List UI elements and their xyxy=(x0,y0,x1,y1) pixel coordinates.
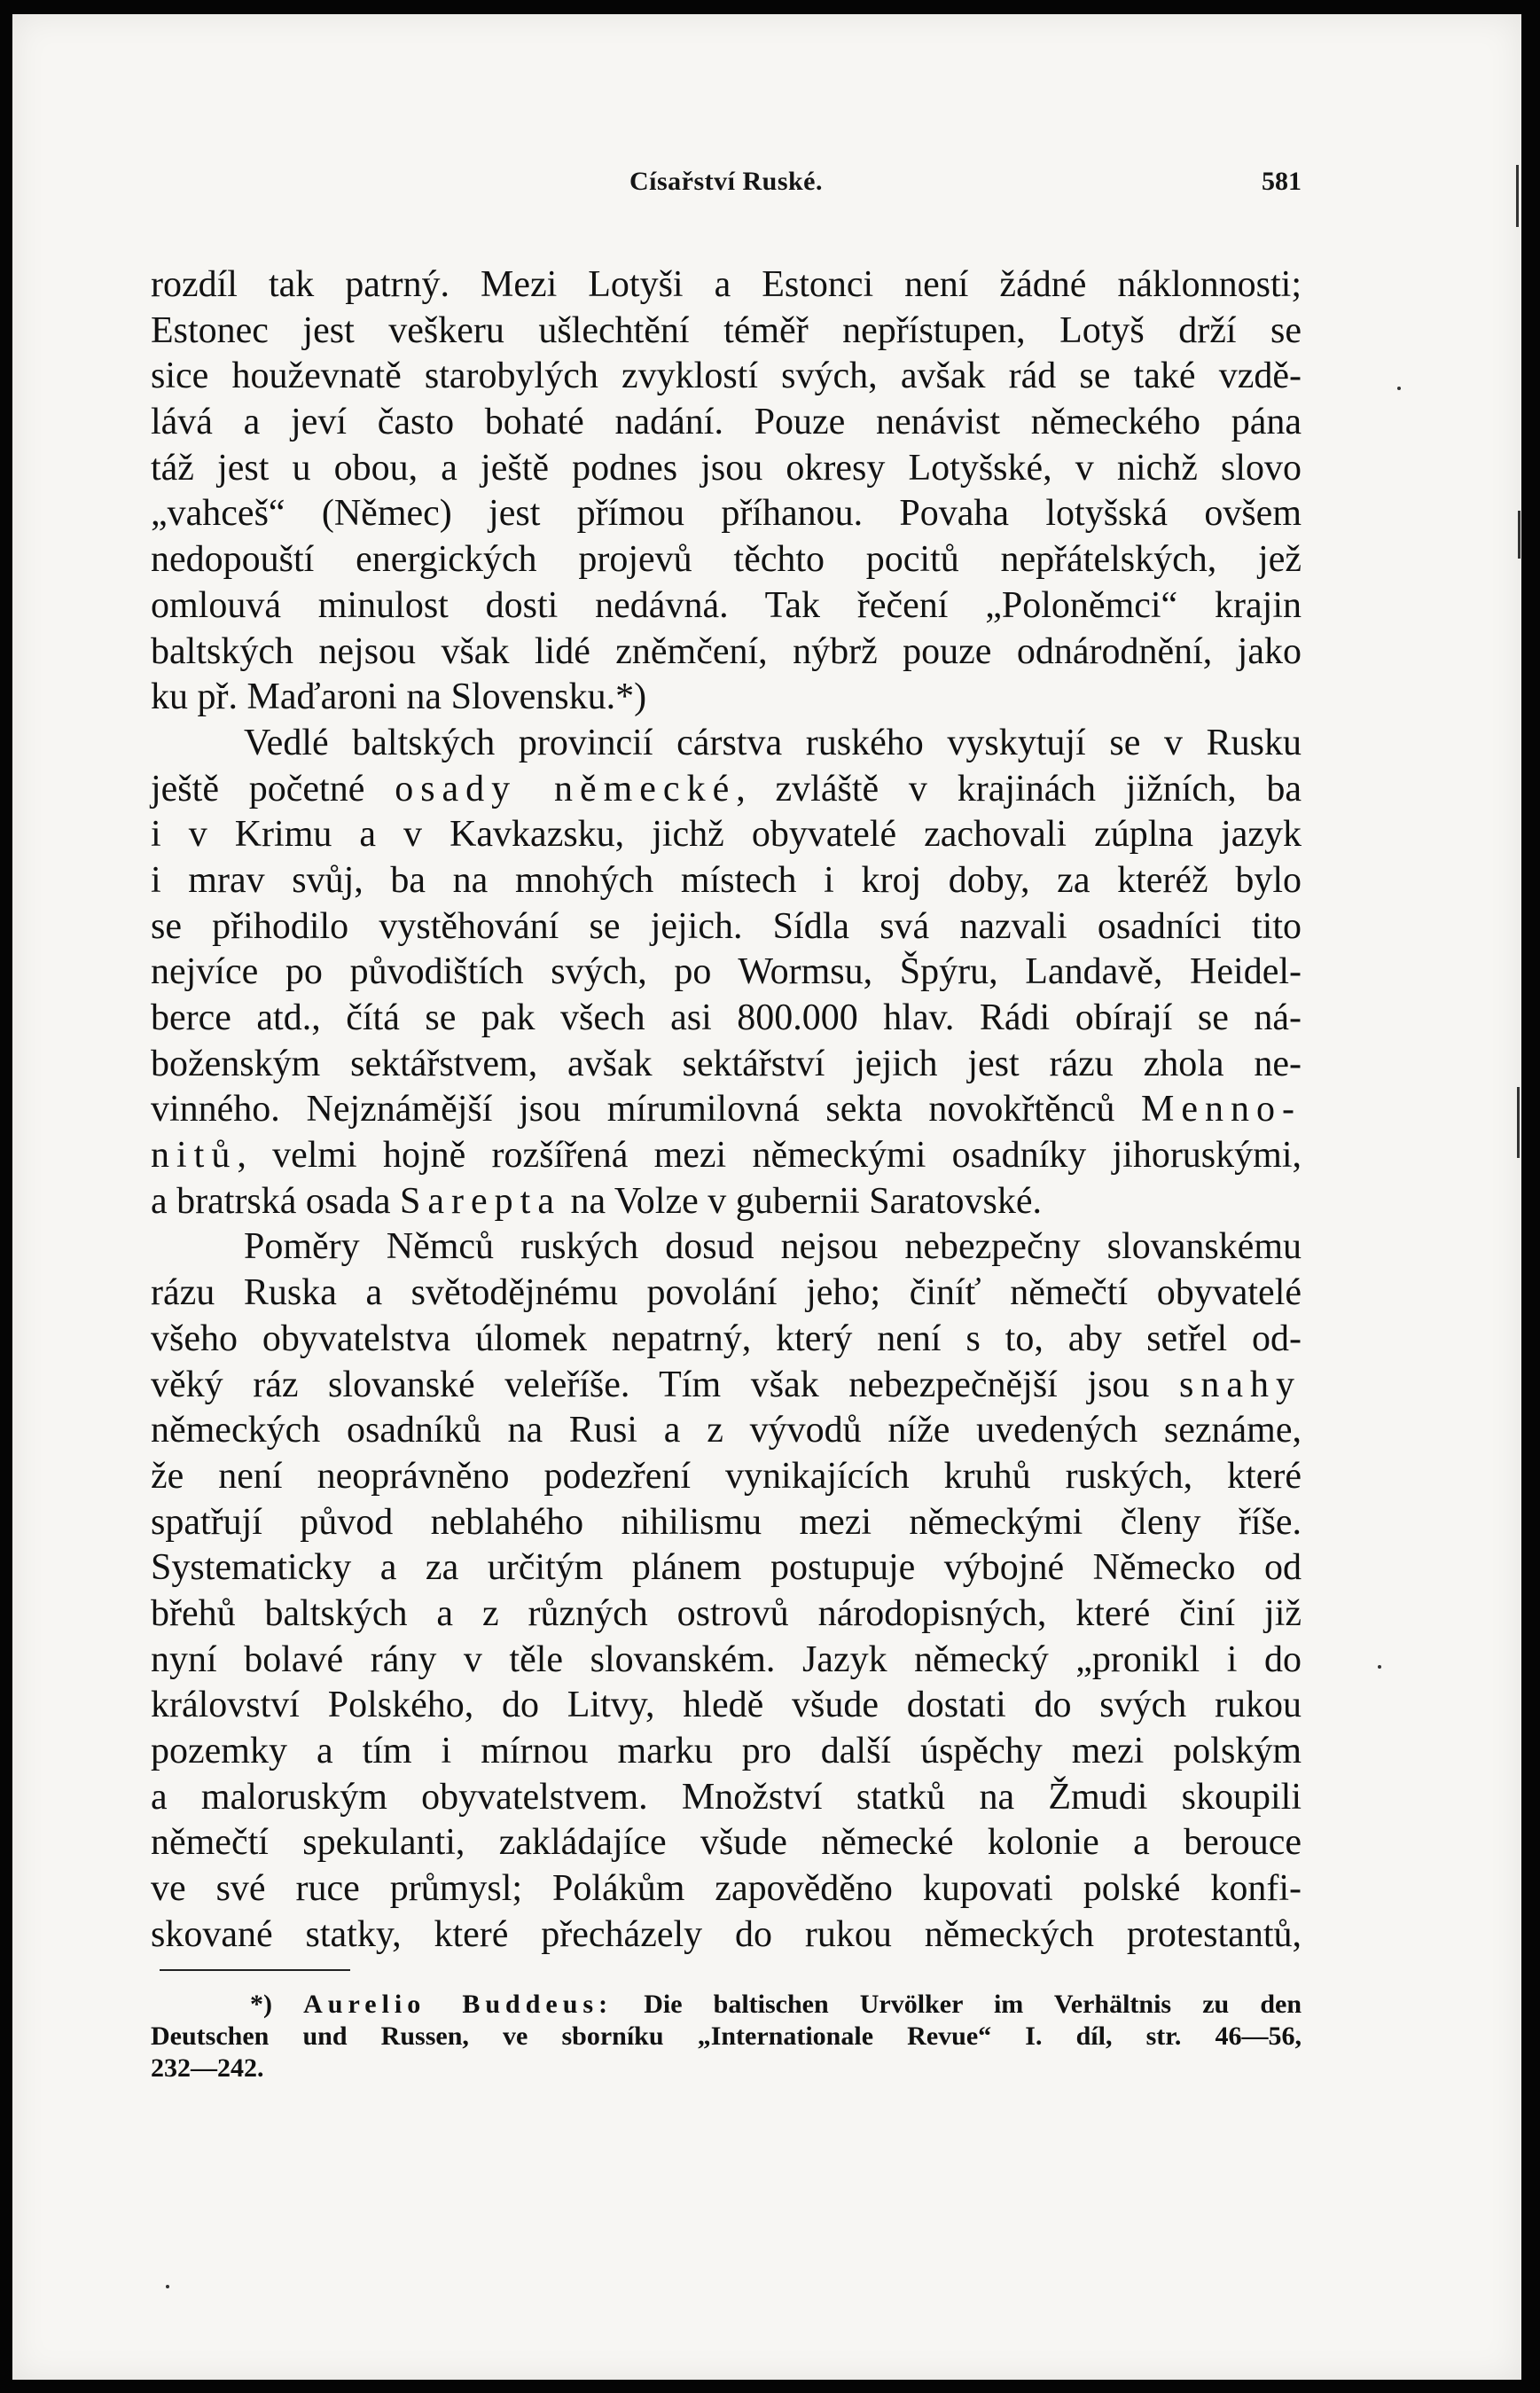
text-line: baltských nejsou však lidé zněmčení, nýbrž pouze odnárodnění, jako xyxy=(151,630,1302,672)
text-line: sice houževnatě starobylých zvyklostí svých, avšak rád se také vzdě- xyxy=(151,356,1302,397)
footnote-line: Deutschen und Russen, ve sborníku „Internationale Revue“ I. díl, str. 46—56, xyxy=(151,2022,1302,2051)
text-fragment: ještě početné xyxy=(151,768,365,809)
footnote-marker: *) xyxy=(250,1990,272,2019)
text-line: berce atd., čítá se pak všech asi 800.000 hlav. Rádi obírají se ná- xyxy=(151,997,1302,1038)
emphasized-text: Sarepta xyxy=(400,1180,561,1222)
text-line: Poměry Němců ruských dosud nejsou nebezpečny slovanskému xyxy=(244,1226,1302,1268)
text-line: lává a jeví často bohaté nadání. Pouze nenávist německého pána xyxy=(151,402,1302,443)
text-line: nejvíce po původištích svých, po Wormsu, Špýru, Landavě, Heidel- xyxy=(151,951,1302,993)
text-line: břehů baltských a z různých ostrovů národopisných, které činí již xyxy=(151,1592,1302,1634)
text-line: se přihodilo vystěhování se jejich. Sídla svá nazvali osadníci tito xyxy=(151,905,1302,947)
text-line: ku př. Maďaroni na Slovensku.*) xyxy=(151,676,647,718)
text-line: ve své ruce průmysl; Polákům zapověděno kupovati polské konfi- xyxy=(151,1868,1302,1910)
scan-speck xyxy=(1397,387,1401,390)
footnote-line xyxy=(151,1989,1302,2021)
text-line: němečtí spekulanti, zakládajíce všude německé kolonie a berouce xyxy=(151,1822,1302,1864)
text-line: Systematicky a za určitým plánem postupuje výbojné Německo od xyxy=(151,1547,1302,1589)
text-line: nedopouští energických projevů těchto pocitů nepřátelských, jež xyxy=(151,539,1302,581)
scan-speck xyxy=(166,2285,169,2288)
footnote-line: 232—242. xyxy=(151,2053,264,2083)
text-line: království Polského, do Litvy, hledě všude dostati do svých rukou xyxy=(151,1685,1302,1726)
text-line: omlouvá minulost dosti nedávná. Tak řečení „Poloněmci“ krajin xyxy=(151,584,1302,626)
text-line: německých osadníků na Rusi a z vývodů níže uvedených seznáme, xyxy=(151,1410,1302,1451)
scan-edge-mark xyxy=(1517,1087,1520,1158)
text-line: i mrav svůj, ba na mnohých místech i kroj doby, za kteréž bylo xyxy=(151,859,1302,901)
text-line: „vahceš“ (Němec) jest přímou příhanou. Povaha lotyšská ovšem xyxy=(151,493,1302,535)
running-header xyxy=(151,167,1302,206)
text-line: boženským sektářstvem, avšak sektářství jejich jest rázu zhola ne- xyxy=(151,1043,1302,1084)
text-line xyxy=(151,1133,1302,1179)
scan-edge-mark xyxy=(1516,165,1519,227)
running-title: Císařství Ruské. xyxy=(629,167,823,196)
text-line xyxy=(151,1363,1302,1409)
text-fragment: na Volze v gubernii Saratovské. xyxy=(570,1180,1043,1222)
text-line xyxy=(151,1087,1302,1133)
footnote-author: Aurelio Buddeus: xyxy=(303,1990,614,2019)
emphasized-text: osady německé xyxy=(395,768,737,809)
text-fragment: vinného. Nejznámější jsou mírumilovná sekta novokřtěnců xyxy=(151,1089,1115,1130)
text-line: všeho obyvatelstva úlomek nepatrný, který není s to, aby setřel od- xyxy=(151,1318,1302,1359)
text-line: skované statky, které přecházely do rukou německých protestantů, xyxy=(151,1913,1302,1955)
text-line: rozdíl tak patrný. Mezi Lotyši a Estonci není žádné náklonnosti; xyxy=(151,264,1302,305)
text-fragment: , zvláště v krajinách jižních, ba xyxy=(736,768,1302,809)
text-line: Estonec jest veškeru ušlechtění téměř nepřístupen, Lotyš drží se xyxy=(151,309,1302,351)
emphasized-text: snahy xyxy=(1179,1364,1302,1405)
text-line: spatřují původ neblahého nihilismu mezi německými členy říše. xyxy=(151,1501,1302,1543)
text-line: rázu Ruska a světodějnému povolání jeho; činíť němečtí obyvatelé xyxy=(151,1272,1302,1314)
text-line: Vedlé baltských provincií cárstva ruského vyskytují se v Rusku xyxy=(244,722,1302,763)
footnote-title: Die baltischen Urvölker im Verhältnis zu den xyxy=(644,1990,1302,2019)
scan-speck xyxy=(1378,1665,1381,1669)
text-line xyxy=(151,1179,1302,1225)
text-fragment: , velmi hojně rozšířená mezi německými osadníky jihoruskými, xyxy=(237,1135,1302,1177)
main-text xyxy=(151,262,1302,1958)
text-fragment: věký ráz slovanské veleříše. Tím však nebezpečnější jsou xyxy=(151,1364,1150,1405)
text-line: že není neoprávněno podezření vynikajících kruhů ruských, které xyxy=(151,1455,1302,1497)
text-line: nyní bolavé rány v těle slovanském. Jazyk německý „pronikl i do xyxy=(151,1638,1302,1680)
text-line: táž jest u obou, a ještě podnes jsou okresy Lotyšské, v nichž slovo xyxy=(151,447,1302,489)
scan-edge-mark xyxy=(1518,511,1520,559)
page-number: 581 xyxy=(1262,167,1302,196)
text-line: i v Krimu a v Kavkazsku, jichž obyvatelé zachovali zúplna jazyk xyxy=(151,814,1302,856)
text-fragment: a bratrská osada xyxy=(151,1180,391,1222)
footnote-rule xyxy=(160,1969,350,1971)
emphasized-text: Menno- xyxy=(1141,1089,1302,1130)
emphasized-text: nitů xyxy=(151,1135,238,1177)
text-line xyxy=(151,767,1302,813)
footnote xyxy=(151,1989,1302,2084)
text-line: pozemky a tím i mírnou marku pro další úspěchy mezi polským xyxy=(151,1731,1302,1771)
text-line: a maloruským obyvatelstvem. Množství statků na Žmudi skoupili xyxy=(151,1776,1302,1818)
